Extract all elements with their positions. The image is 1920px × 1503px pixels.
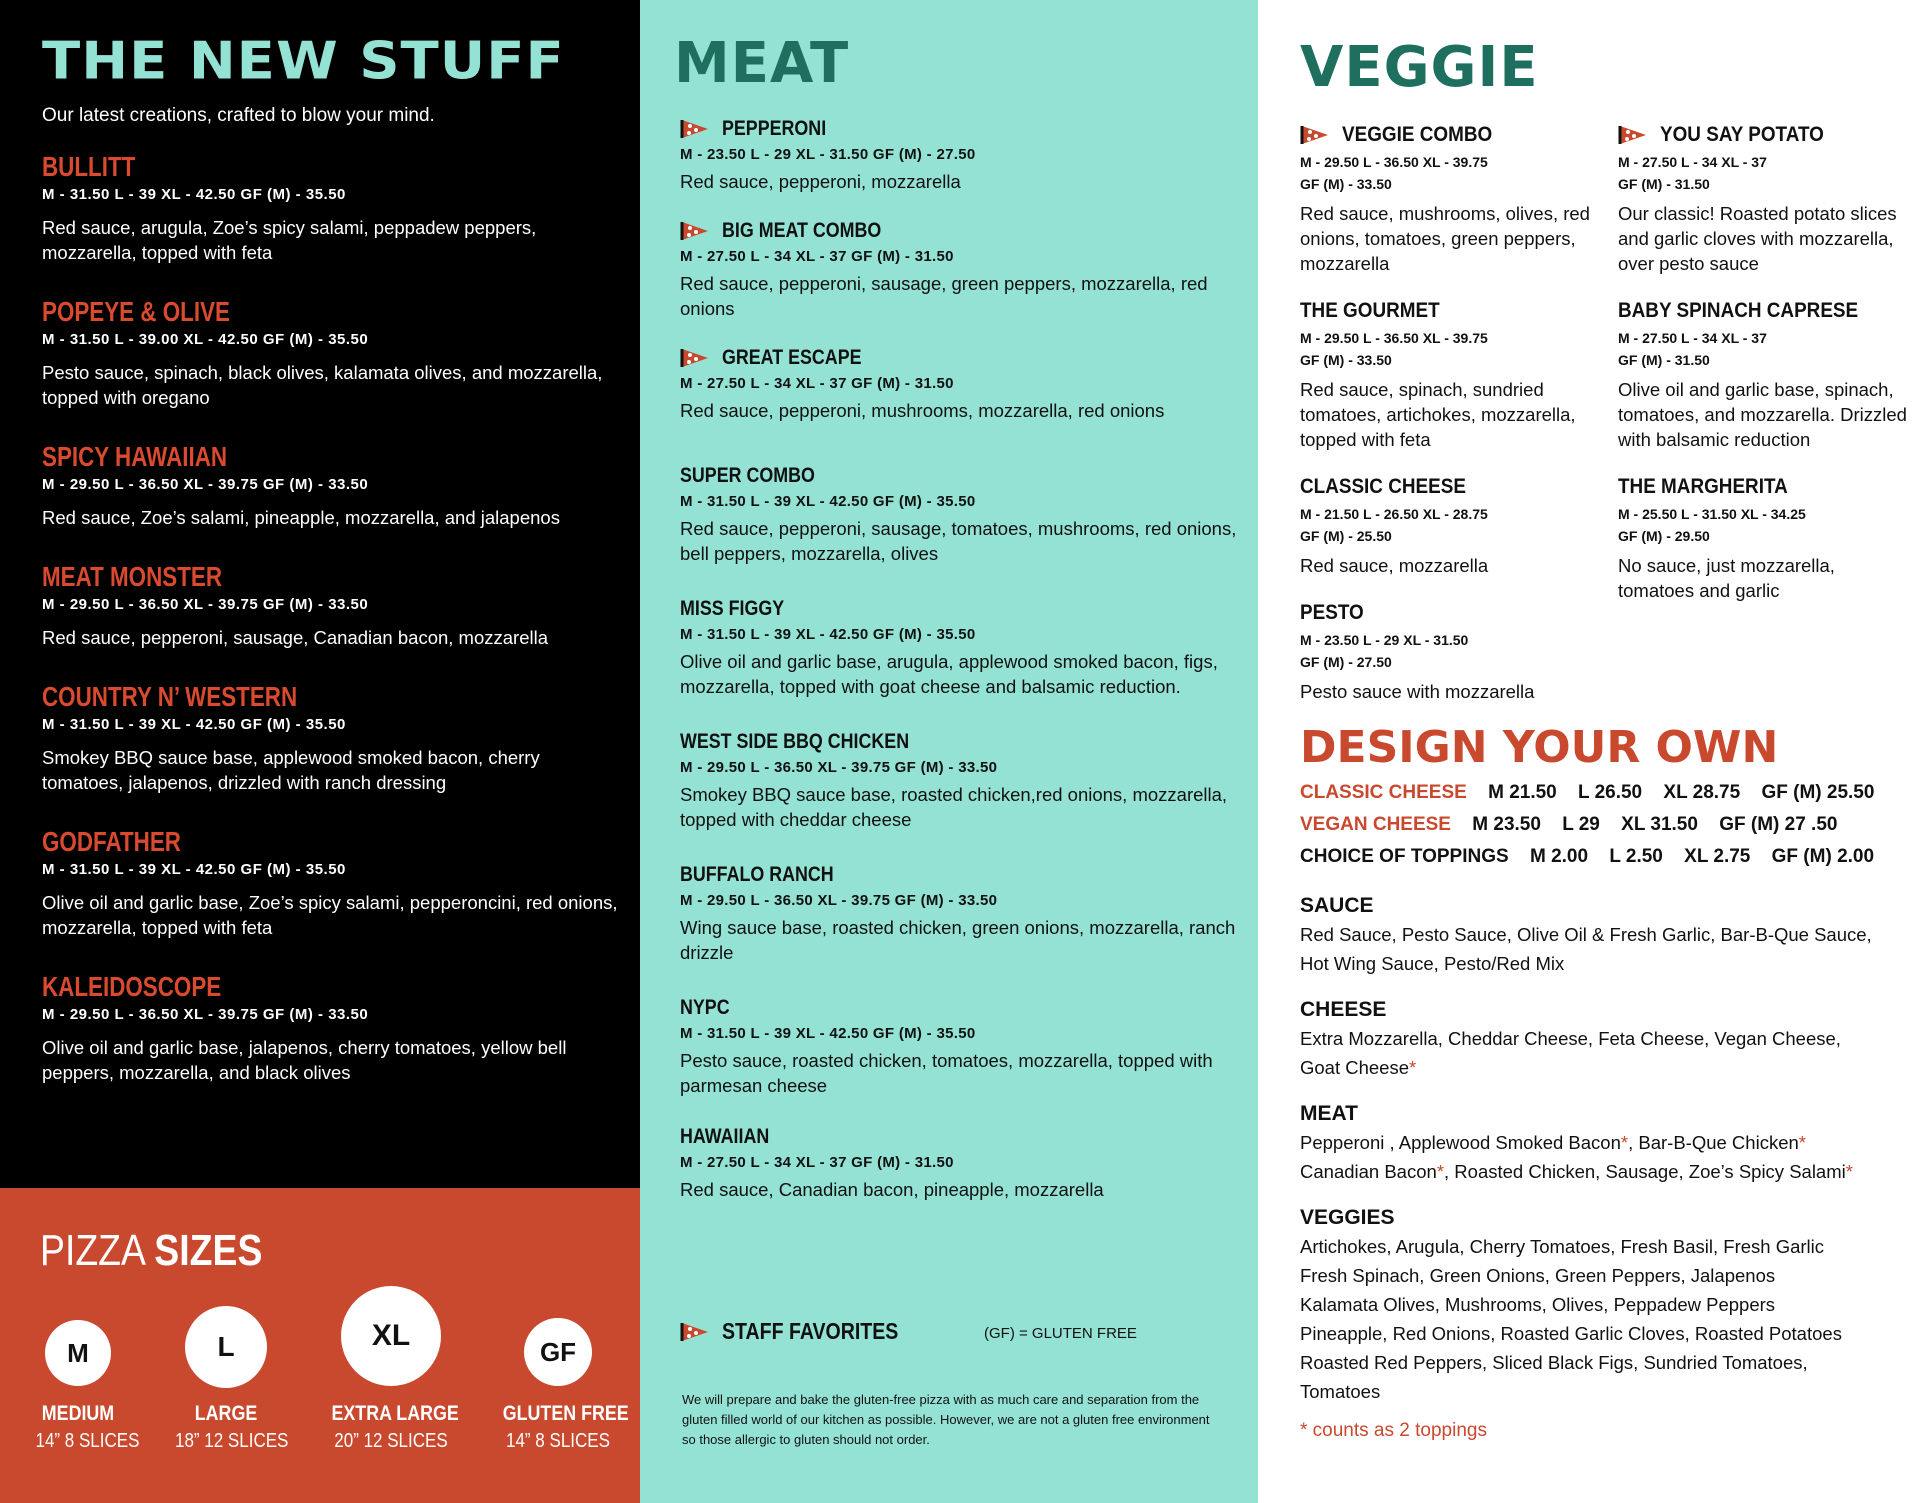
new-stuff-column bbox=[0, 0, 640, 1503]
pizza-slice-icon bbox=[1618, 123, 1648, 147]
item-price: M - 31.50 L - 39 XL - 42.50 GF (M) - 35.50 bbox=[42, 716, 346, 733]
pizza-slice-icon bbox=[680, 117, 710, 141]
item-name-row bbox=[1618, 298, 1908, 324]
item-desc: Red sauce, Canadian bacon, pineapple, mozzarella bbox=[680, 1179, 1104, 1200]
item-name: SPICY HAWAIIAN bbox=[42, 441, 228, 472]
item-desc: Smokey BBQ sauce base, applewood smoked bacon, cherry tomatoes, jalapenos, drizzled with ranch dressing bbox=[42, 747, 540, 793]
toppings-text: Goat Cheese bbox=[1300, 1057, 1410, 1078]
item-price-line: M - 25.50 L - 31.50 XL - 34.25 bbox=[1618, 506, 1806, 522]
size-circle: L bbox=[185, 1306, 267, 1388]
menu-item bbox=[680, 463, 1250, 566]
base-label: CHOICE OF TOPPINGS bbox=[1300, 846, 1509, 867]
base-price-line bbox=[1300, 782, 1874, 804]
base-price: GF (M) 27 .50 bbox=[1719, 814, 1838, 835]
item-price: M - 27.50 L - 34 XL - 37 GF (M) - 31.50 bbox=[680, 1154, 954, 1171]
item-price: M - 27.50 L - 34 XL - 37 GF (M) - 31.50 bbox=[680, 375, 954, 392]
menu-item bbox=[1300, 298, 1590, 452]
item-desc: Red sauce, pepperoni, sausage, Canadian bacon, mozzarella bbox=[42, 627, 548, 648]
item-name: BABY SPINACH CAPRESE bbox=[1618, 299, 1859, 322]
menu-item bbox=[680, 596, 1250, 699]
item-price: M - 31.50 L - 39 XL - 42.50 GF (M) - 35.50 bbox=[42, 186, 346, 203]
pizza-sizes-panel bbox=[0, 1188, 640, 1503]
item-desc: Red sauce, mozzarella bbox=[1300, 555, 1489, 576]
new-stuff-subtitle: Our latest creations, crafted to blow your mind. bbox=[42, 105, 435, 126]
item-price bbox=[1300, 327, 1590, 371]
toppings-heading: SAUCE bbox=[1300, 894, 1374, 917]
base-price: L 26.50 bbox=[1578, 782, 1643, 803]
pizza-slice-icon bbox=[680, 346, 710, 370]
item-name-row bbox=[680, 596, 1250, 622]
item-name-row bbox=[1300, 298, 1590, 324]
item-desc: Red sauce, arugula, Zoe’s spicy salami, peppadew peppers, mozzarella, topped with feta bbox=[42, 217, 537, 263]
menu-item bbox=[42, 440, 622, 530]
toppings-line bbox=[1300, 1157, 1900, 1186]
size-slices: 14” 8 SLICES bbox=[35, 1430, 140, 1452]
item-name: SUPER COMBO bbox=[680, 464, 815, 487]
base-price-line bbox=[1300, 814, 1837, 836]
menu-item bbox=[1300, 122, 1590, 276]
item-price-gf: GF (M) - 27.50 bbox=[1300, 654, 1392, 670]
item-price: M - 29.50 L - 36.50 XL - 39.75 GF (M) - 33.50 bbox=[42, 476, 369, 493]
toppings-meat bbox=[1300, 1100, 1900, 1186]
item-desc: Olive oil and garlic base, jalapenos, cherry tomatoes, yellow bell peppers, mozzarella, and black olives bbox=[42, 1037, 567, 1083]
double-topping-star: * bbox=[1436, 1161, 1445, 1182]
item-desc: Red sauce, Zoe’s salami, pineapple, mozzarella, and jalapenos bbox=[42, 507, 560, 528]
item-name-row bbox=[680, 1124, 1250, 1150]
menu-item bbox=[1300, 600, 1590, 704]
base-price: GF (M) 2.00 bbox=[1771, 846, 1875, 867]
base-price: XL 2.75 bbox=[1684, 846, 1751, 867]
size-label: GLUTEN FREE bbox=[502, 1402, 629, 1425]
toppings-line: Fresh Spinach, Green Onions, Green Peppers, Jalapenos bbox=[1300, 1265, 1776, 1286]
size-label: LARGE bbox=[194, 1402, 258, 1425]
size-extra-large bbox=[321, 1286, 461, 1453]
base-label: CLASSIC CHEESE bbox=[1300, 782, 1467, 803]
item-price bbox=[1300, 503, 1590, 547]
size-circle: GF bbox=[524, 1318, 592, 1386]
menu-item bbox=[42, 295, 622, 410]
menu-item bbox=[1300, 474, 1590, 578]
item-name: PEPPERONI bbox=[722, 117, 827, 140]
base-label: VEGAN CHEESE bbox=[1300, 814, 1451, 835]
item-name-row bbox=[680, 345, 1250, 371]
toppings-heading: CHEESE bbox=[1300, 998, 1387, 1021]
size-circle: M bbox=[45, 1320, 111, 1386]
size-slices: 20” 12 SLICES bbox=[334, 1430, 448, 1452]
pizza-sizes-title bbox=[40, 1226, 262, 1276]
item-desc: Pesto sauce, spinach, black olives, kalamata olives, and mozzarella, topped with oregano bbox=[42, 362, 603, 408]
item-price-line: M - 21.50 L - 26.50 XL - 28.75 bbox=[1300, 506, 1488, 522]
menu-item bbox=[680, 862, 1250, 965]
menu-item bbox=[42, 560, 622, 650]
toppings-line: Red Sauce, Pesto Sauce, Olive Oil & Fresh Garlic, Bar-B-Que Sauce, bbox=[1300, 924, 1872, 945]
item-price-line: M - 23.50 L - 29 XL - 31.50 bbox=[1300, 632, 1469, 648]
item-desc: Pesto sauce, roasted chicken, tomatoes, mozzarella, topped with parmesan cheese bbox=[680, 1050, 1213, 1096]
double-topping-star: * bbox=[1845, 1161, 1853, 1182]
toppings-line: Hot Wing Sauce, Pesto/Red Mix bbox=[1300, 953, 1565, 974]
base-price: GF (M) 25.50 bbox=[1761, 782, 1875, 803]
toppings-line bbox=[1300, 1053, 1900, 1082]
meat-column bbox=[640, 0, 1258, 1503]
item-name: THE GOURMET bbox=[1300, 299, 1440, 322]
menu-item bbox=[42, 150, 622, 265]
item-name-row bbox=[1300, 474, 1590, 500]
base-price: XL 28.75 bbox=[1663, 782, 1741, 803]
size-label: MEDIUM bbox=[41, 1402, 115, 1425]
double-topping-note: * counts as 2 toppings bbox=[1300, 1420, 1487, 1441]
toppings-line: Tomatoes bbox=[1300, 1381, 1381, 1402]
item-name-row bbox=[1300, 122, 1590, 148]
item-name: YOU SAY POTATO bbox=[1660, 123, 1824, 146]
item-price-gf: GF (M) - 31.50 bbox=[1618, 352, 1710, 368]
item-name: KALEIDOSCOPE bbox=[42, 971, 222, 1002]
toppings-text: Canadian Bacon bbox=[1300, 1161, 1437, 1182]
size-large bbox=[166, 1306, 289, 1453]
item-price: M - 29.50 L - 36.50 XL - 39.75 GF (M) - 33.50 bbox=[680, 892, 998, 909]
design-your-own-title: DESIGN YOUR OWN bbox=[1300, 722, 1779, 773]
base-price-line bbox=[1300, 846, 1874, 868]
item-name: BUFFALO RANCH bbox=[680, 863, 834, 886]
item-name-row bbox=[680, 116, 1250, 142]
item-price bbox=[1300, 629, 1590, 673]
item-name: BULLITT bbox=[42, 151, 136, 182]
base-price: L 29 bbox=[1562, 814, 1600, 835]
veggie-left-list bbox=[1300, 122, 1590, 726]
item-name: GODFATHER bbox=[42, 826, 181, 857]
item-name-row bbox=[1300, 600, 1590, 626]
base-price: XL 31.50 bbox=[1621, 814, 1698, 835]
item-price-gf: GF (M) - 31.50 bbox=[1618, 176, 1710, 192]
item-price-line: M - 27.50 L - 34 XL - 37 bbox=[1618, 330, 1767, 346]
item-desc: Red sauce, pepperoni, sausage, green peppers, mozzarella, red onions bbox=[680, 273, 1208, 319]
size-label: EXTRA LARGE bbox=[331, 1402, 459, 1425]
menu-item bbox=[680, 218, 1250, 321]
menu-item bbox=[1618, 298, 1908, 452]
veggie-title: VEGGIE bbox=[1300, 35, 1539, 100]
toppings-heading: MEAT bbox=[1300, 1102, 1358, 1125]
item-desc: Red sauce, mushrooms, olives, red onions, tomatoes, green peppers, mozzarella bbox=[1300, 203, 1590, 274]
menu-item bbox=[42, 825, 622, 940]
menu-item bbox=[680, 729, 1250, 832]
toppings-text: , Bar-B-Que Chicken bbox=[1628, 1132, 1799, 1153]
item-name: CLASSIC CHEESE bbox=[1300, 475, 1466, 498]
item-desc: Pesto sauce with mozzarella bbox=[1300, 681, 1535, 702]
item-desc: Our classic! Roasted potato slices and garlic cloves with mozzarella, over pesto sauce bbox=[1618, 203, 1897, 274]
toppings-line bbox=[1300, 1128, 1900, 1157]
toppings-line: Extra Mozzarella, Cheddar Cheese, Feta Cheese, Vegan Cheese, bbox=[1300, 1028, 1841, 1049]
new-stuff-title: THE NEW STUFF bbox=[42, 31, 565, 92]
item-name: COUNTRY N’ WESTERN bbox=[42, 681, 298, 712]
toppings-list bbox=[1300, 892, 1900, 1424]
item-price: M - 23.50 L - 29 XL - 31.50 GF (M) - 27.50 bbox=[680, 146, 976, 163]
staff-favorites-legend bbox=[680, 1318, 929, 1345]
size-gluten-free bbox=[493, 1318, 629, 1453]
meat-title: MEAT bbox=[674, 31, 850, 96]
meat-list bbox=[680, 116, 1250, 1226]
item-name: POPEYE & OLIVE bbox=[42, 296, 230, 327]
item-price: M - 31.50 L - 39 XL - 42.50 GF (M) - 35.50 bbox=[680, 1025, 976, 1042]
menu-item bbox=[42, 680, 622, 795]
base-price: M 2.00 bbox=[1529, 846, 1589, 867]
item-price: M - 31.50 L - 39.00 XL - 42.50 GF (M) - 35.50 bbox=[42, 331, 369, 348]
item-price-line: M - 27.50 L - 34 XL - 37 bbox=[1618, 154, 1767, 170]
item-name: MISS FIGGY bbox=[680, 597, 785, 620]
item-name-row bbox=[680, 862, 1250, 888]
pizza-sizes-title-bold: SIZES bbox=[154, 1226, 263, 1275]
item-desc: Olive oil and garlic base, spinach, tomatoes, and mozzarella. Drizzled with balsamic reduction bbox=[1618, 379, 1907, 450]
item-desc: Red sauce, pepperoni, mozzarella bbox=[680, 171, 961, 192]
menu-item bbox=[1618, 122, 1908, 276]
item-desc: Red sauce, pepperoni, mushrooms, mozzarella, red onions bbox=[680, 400, 1165, 421]
menu-item bbox=[680, 345, 1250, 423]
item-price bbox=[1618, 151, 1908, 195]
item-name: PESTO bbox=[1300, 601, 1364, 624]
item-price: M - 29.50 L - 36.50 XL - 39.75 GF (M) - 33.50 bbox=[42, 1006, 369, 1023]
staff-favorites-label: STAFF FAVORITES bbox=[722, 1318, 899, 1344]
item-name: VEGGIE COMBO bbox=[1342, 123, 1493, 146]
gluten-free-disclaimer: We will prepare and bake the gluten-free pizza with as much care and separation from the gluten filled world of our kitchen as possible. However, we are not a gluten free environment so those allergic to gluten should not order. bbox=[682, 1392, 1210, 1447]
item-price: M - 29.50 L - 36.50 XL - 39.75 GF (M) - 33.50 bbox=[42, 596, 369, 613]
item-name: THE MARGHERITA bbox=[1618, 475, 1788, 498]
item-price: M - 27.50 L - 34 XL - 37 GF (M) - 31.50 bbox=[680, 248, 954, 265]
base-price: M 23.50 bbox=[1472, 814, 1541, 835]
item-price: M - 31.50 L - 39 XL - 42.50 GF (M) - 35.50 bbox=[680, 626, 976, 643]
toppings-line: Pineapple, Red Onions, Roasted Garlic Cloves, Roasted Potatoes bbox=[1300, 1323, 1842, 1344]
toppings-line: Roasted Red Peppers, Sliced Black Figs, Sundried Tomatoes, bbox=[1300, 1352, 1808, 1373]
item-price-line: M - 29.50 L - 36.50 XL - 39.75 bbox=[1300, 154, 1488, 170]
base-price: L 2.50 bbox=[1609, 846, 1663, 867]
double-topping-star: * bbox=[1409, 1057, 1417, 1078]
pizza-sizes-title-light: PIZZA bbox=[40, 1226, 144, 1275]
menu-item bbox=[1618, 474, 1908, 603]
size-slices: 14” 8 SLICES bbox=[506, 1430, 610, 1452]
size-medium bbox=[28, 1320, 140, 1453]
menu-item bbox=[680, 1124, 1250, 1202]
item-price-gf: GF (M) - 25.50 bbox=[1300, 528, 1392, 544]
item-name: NYPC bbox=[680, 996, 730, 1019]
item-price-gf: GF (M) - 29.50 bbox=[1618, 528, 1710, 544]
item-price: M - 31.50 L - 39 XL - 42.50 GF (M) - 35.50 bbox=[680, 493, 976, 510]
veggie-right-list bbox=[1618, 122, 1908, 625]
item-desc: Wing sauce base, roasted chicken, green onions, mozzarella, ranch drizzle bbox=[680, 917, 1236, 963]
item-name: BIG MEAT COMBO bbox=[722, 219, 882, 242]
menu-item bbox=[680, 116, 1250, 194]
base-price: M 21.50 bbox=[1488, 782, 1557, 803]
item-desc: Olive oil and garlic base, Zoe’s spicy salami, pepperoncini, red onions, mozzarella, topped with feta bbox=[42, 892, 618, 938]
pizza-slice-icon bbox=[680, 219, 710, 243]
item-price-gf: GF (M) - 33.50 bbox=[1300, 176, 1392, 192]
toppings-veggies bbox=[1300, 1204, 1900, 1406]
item-name-row bbox=[680, 995, 1250, 1021]
menu-item bbox=[42, 970, 622, 1085]
item-price: M - 31.50 L - 39 XL - 42.50 GF (M) - 35.50 bbox=[42, 861, 346, 878]
item-price: M - 29.50 L - 36.50 XL - 39.75 GF (M) - 33.50 bbox=[680, 759, 998, 776]
veggie-column bbox=[1258, 0, 1920, 1503]
item-desc: Olive oil and garlic base, arugula, applewood smoked bacon, figs, mozzarella, topped with goat cheese and balsamic reduction. bbox=[680, 651, 1218, 697]
item-price bbox=[1618, 327, 1908, 371]
item-desc: Red sauce, pepperoni, sausage, tomatoes, mushrooms, red onions, bell peppers, mozzarella, olives bbox=[680, 518, 1237, 564]
menu-item bbox=[680, 995, 1250, 1098]
item-name: GREAT ESCAPE bbox=[722, 346, 862, 369]
pizza-slice-icon bbox=[1300, 123, 1330, 147]
item-desc: Red sauce, spinach, sundried tomatoes, artichokes, mozzarella, topped with feta bbox=[1300, 379, 1576, 450]
item-name: MEAT MONSTER bbox=[42, 561, 223, 592]
item-name: HAWAIIAN bbox=[680, 1125, 770, 1148]
new-stuff-list bbox=[42, 150, 622, 1115]
item-price bbox=[1300, 151, 1590, 195]
item-name-row bbox=[1618, 474, 1908, 500]
toppings-text: , Roasted Chicken, Sausage, Zoe’s Spicy Salami bbox=[1444, 1161, 1846, 1182]
item-price-gf: GF (M) - 33.50 bbox=[1300, 352, 1392, 368]
item-name-row bbox=[680, 463, 1250, 489]
item-name-row bbox=[1618, 122, 1908, 148]
double-topping-star: * bbox=[1620, 1132, 1629, 1153]
toppings-line: Kalamata Olives, Mushrooms, Olives, Peppadew Peppers bbox=[1300, 1294, 1776, 1315]
item-price bbox=[1618, 503, 1908, 547]
item-name-row bbox=[680, 729, 1250, 755]
item-price-line: M - 29.50 L - 36.50 XL - 39.75 bbox=[1300, 330, 1488, 346]
item-name-row bbox=[680, 218, 1250, 244]
double-topping-star: * bbox=[1798, 1132, 1806, 1153]
item-desc: No sauce, just mozzarella, tomatoes and garlic bbox=[1618, 555, 1835, 601]
size-circle: XL bbox=[341, 1286, 441, 1386]
toppings-heading: VEGGIES bbox=[1300, 1206, 1395, 1229]
item-name: WEST SIDE BBQ CHICKEN bbox=[680, 730, 910, 753]
size-slices: 18” 12 SLICES bbox=[175, 1430, 289, 1452]
gluten-free-legend: (GF) = GLUTEN FREE bbox=[984, 1325, 1137, 1342]
pizza-slice-icon bbox=[680, 1320, 710, 1344]
toppings-text: Pepperoni , Applewood Smoked Bacon bbox=[1300, 1132, 1621, 1153]
toppings-cheese bbox=[1300, 996, 1900, 1082]
item-desc: Smokey BBQ sauce base, roasted chicken,red onions, mozzarella, topped with cheddar cheese bbox=[680, 784, 1228, 830]
toppings-line: Artichokes, Arugula, Cherry Tomatoes, Fresh Basil, Fresh Garlic bbox=[1300, 1236, 1825, 1257]
toppings-sauce bbox=[1300, 892, 1900, 978]
